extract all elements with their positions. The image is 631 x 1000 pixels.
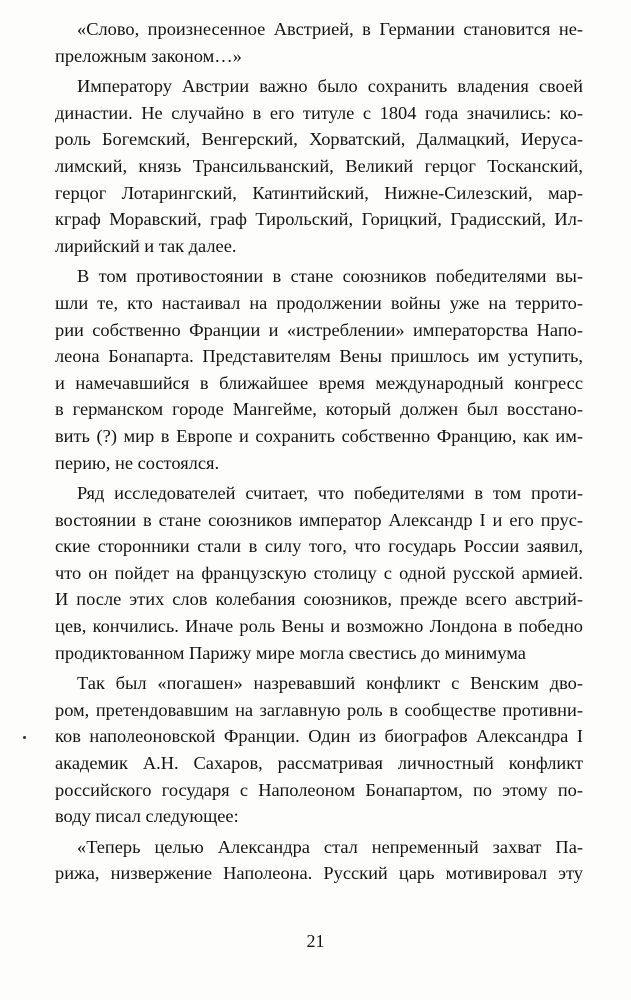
text-line: лимский, князь Трансильванский, Великий герцог Тосканский, bbox=[55, 155, 583, 176]
text-line: рижа, низвержение Наполеона. Русский царь мотивировал эту bbox=[55, 863, 583, 884]
text-line: что он пойдет на французскую столицу с одной русской армией. bbox=[55, 562, 583, 583]
text-line: ские сторонники стали в силу того, что государь России заявил, bbox=[55, 536, 583, 557]
paragraph bbox=[55, 73, 583, 259]
text-line: «Слово, произнесенное Австрией, в Германии становится не- bbox=[77, 19, 583, 39]
text-line: и намечавшийся в ближайшее время международный конгресс bbox=[55, 372, 583, 393]
text-line: в германском городе Мангейме, который должен был восстано- bbox=[55, 399, 583, 420]
page-body bbox=[55, 16, 583, 887]
paragraph bbox=[55, 670, 583, 830]
text-line: цев, кончились. Иначе роль Вены и возможно Лондона в победно bbox=[55, 616, 583, 637]
paragraph bbox=[55, 16, 583, 69]
text-line: преложным законом…» bbox=[55, 45, 242, 66]
text-line: кграф Моравский, граф Тирольский, Горицкий, Градисский, Ил- bbox=[55, 209, 583, 230]
text-line: перию, не состоялся. bbox=[55, 452, 220, 473]
text-line: роль Богемский, Венгерский, Хорватский, Далмацкий, Иеруса- bbox=[55, 129, 583, 150]
text-line: востоянии в стане союзников император Александр I и его прус- bbox=[55, 509, 583, 530]
text-line: «Теперь целью Александра стал непременный захват Па- bbox=[77, 836, 583, 857]
text-line: академик А.Н. Сахаров, рассматривая личностный конфликт bbox=[55, 753, 583, 774]
paragraph bbox=[55, 480, 583, 666]
text-line: Так был «погашен» назревавший конфликт с Венским дво- bbox=[77, 673, 583, 694]
text-line: И после этих слов колебания союзников, прежде всего австрий- bbox=[55, 589, 583, 610]
text-line: герцог Лотарингский, Катинтийский, Нижне-Силезский, мар- bbox=[55, 182, 583, 203]
text-line: рии собственно Франции и «истреблении» императорства Напо- bbox=[55, 319, 583, 340]
text-line: леона Бонапарта. Представителям Вены пришлось им уступить, bbox=[55, 346, 583, 367]
text-line: ром, претендовавшим на заглавную роль в сообществе противни- bbox=[55, 699, 583, 720]
text-line: вить (?) мир в Европе и сохранить собственно Францию, как им- bbox=[55, 425, 583, 446]
text-line: династии. Не случайно в его титуле с 1804 года значились: ко- bbox=[55, 102, 583, 123]
page-number: 21 bbox=[306, 931, 325, 951]
text-line: продиктованном Парижу мире могла свестись до минимума bbox=[55, 642, 526, 663]
text-line: В том противостоянии в стане союзников победителями вы- bbox=[77, 266, 583, 287]
scan-speck bbox=[23, 736, 26, 739]
paragraph bbox=[55, 834, 583, 887]
text-line: лирийский и так далее. bbox=[55, 235, 237, 256]
text-line: шли те, кто настаивал на продолжении войны уже на террито- bbox=[55, 292, 583, 313]
text-line: Ряд исследователей считает, что победителями в том проти- bbox=[77, 483, 583, 504]
text-line: воду писал следующее: bbox=[55, 806, 239, 827]
text-line: Императору Австрии важно было сохранить владения своей bbox=[77, 76, 583, 97]
text-line: российского государя с Наполеоном Бонапартом, по этому по- bbox=[55, 779, 583, 800]
text-line: ков наполеоновской Франции. Один из биографов Александра I bbox=[55, 726, 583, 747]
paragraph bbox=[55, 263, 583, 476]
